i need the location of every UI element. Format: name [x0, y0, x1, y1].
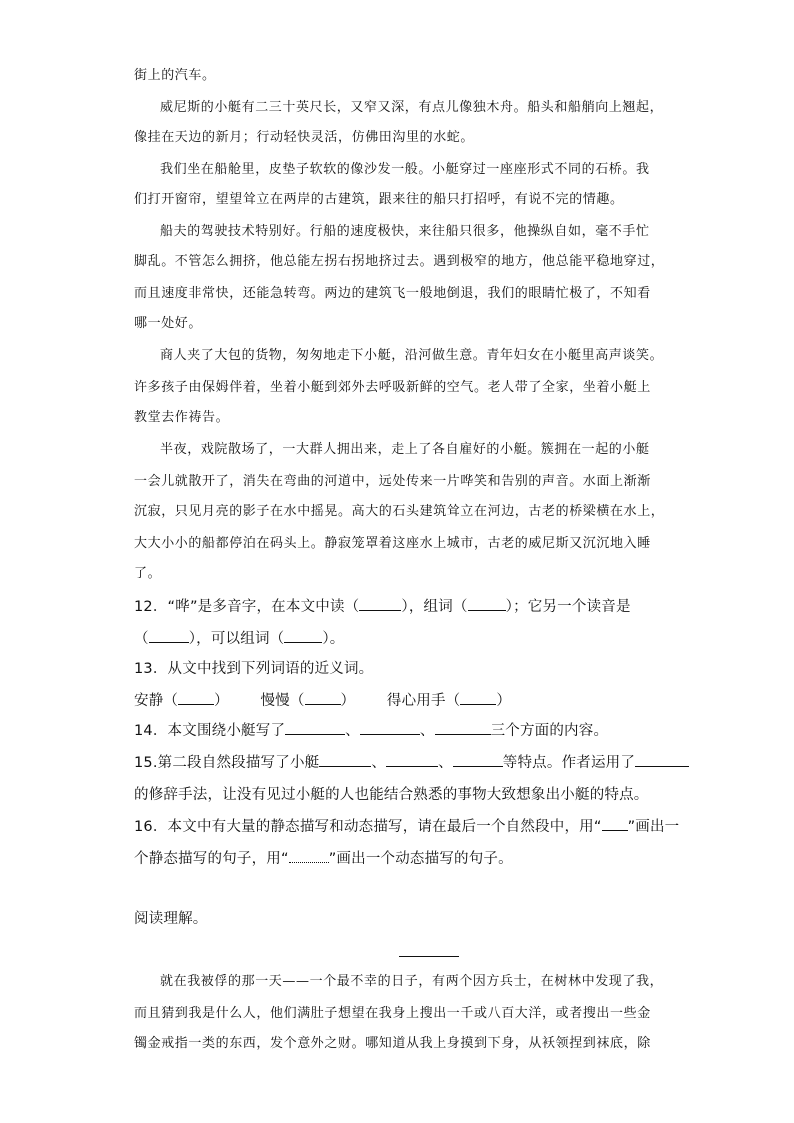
question-text: ）；它另一个读音是 — [505, 599, 631, 615]
question-text: ） — [496, 693, 512, 709]
question-text: ），组词（ — [401, 599, 468, 615]
passage-line: 半夜，戏院散场了，一大群人拥出来，走上了各自雇好的小艇。簇拥在一起的小艇 — [160, 442, 650, 457]
question-16 — [134, 816, 679, 838]
passage-line: 镯金戒指一类的东西，发个意外之财。哪知道从我上身摸到下身，从袄领捏到袜底，除 — [134, 1036, 651, 1051]
passage-line: 大大小小的船都停泊在码头上。静寂笼罩着这座水上城市，古老的威尼斯又沉沉地入睡 — [134, 536, 651, 551]
question-15-cont — [134, 784, 649, 806]
answer-blank[interactable] — [305, 690, 341, 705]
passage-line: 许多孩子由保姆伴着，坐着小艇到郊外去呼吸新鲜的空气。老人带了全家，坐着小艇上 — [134, 380, 651, 395]
question-text: 13．从文中找到下列词语的近义词。 — [134, 661, 374, 677]
passage-line: 我们坐在船舱里，皮垫子软软的像沙发一般。小艇穿过一座座形式不同的石桥。我 — [160, 162, 650, 177]
answer-blank[interactable] — [460, 690, 496, 705]
solid-underline-sample — [602, 816, 628, 831]
question-12-cont — [134, 628, 345, 650]
answer-blank[interactable] — [359, 596, 401, 611]
question-text: 等特点。作者运用了 — [502, 755, 636, 771]
answer-blank[interactable] — [453, 752, 503, 767]
passage-line: 街上的汽车。 — [134, 68, 216, 83]
word-prompt: 慢慢（ — [260, 693, 305, 709]
question-text: 三个方面的内容。 — [490, 723, 609, 739]
passage-line: 而且速度非常快，还能急转弯。两边的建筑飞一般地倒退，我们的眼睛忙极了，不知看 — [134, 286, 651, 301]
answer-blank[interactable] — [319, 752, 371, 767]
question-text: 、 — [419, 723, 435, 739]
passage-line: 就在我被俘的那一天——一个最不幸的日子，有两个因方兵士，在树林中发现了我， — [160, 974, 664, 989]
word-prompt: 安静（ — [134, 693, 179, 709]
question-text: 16．本文中有大量的静态描写和动态描写，请在最后一个自然段中，用“ — [134, 819, 602, 835]
section-heading-text: 阅读理解。 — [134, 911, 208, 927]
question-text: ）。 — [322, 631, 345, 647]
passage-line: 脚乱。不管怎么拥挤，他总能左拐右拐地挤过去。遇到极窄的地方，他总能平稳地穿过， — [134, 254, 665, 269]
question-text: 的修辞手法，让没有见过小艇的人也能结合熟悉的事物大致想象出小艇的特点。 — [134, 787, 649, 803]
passage-line: 了。 — [134, 566, 162, 581]
question-15 — [134, 752, 689, 774]
question-14 — [134, 720, 608, 742]
wavy-underline-sample — [289, 848, 329, 863]
question-13-words — [134, 690, 511, 712]
question-text: ） — [340, 693, 356, 709]
question-text: 个静态描写的句子，用“ — [134, 851, 289, 867]
question-text: ），可以组词（ — [188, 631, 285, 647]
question-text: 、 — [345, 723, 360, 739]
question-text: 14．本文围绕小艇写了 — [134, 723, 286, 739]
answer-blank[interactable] — [149, 628, 189, 643]
passage-line: 哪一处好。 — [134, 316, 203, 331]
section-heading — [134, 908, 208, 930]
passage-line: 商人夹了大包的货物，匆匆地走下小艇，沿河做生意。青年妇女在小艇里高声谈笑。 — [160, 348, 664, 363]
passage-line: 威尼斯的小艇有二三十英尺长，又窄又深，有点儿像独木舟。船头和船艄向上翘起， — [160, 100, 664, 115]
word-prompt: 得心用手（ — [386, 693, 461, 709]
passage-line: 而且猜到我是什么人，他们满肚子想望在我身上搜出一千或八百大洋，或者搜出一些金 — [134, 1006, 651, 1021]
answer-blank[interactable] — [284, 628, 322, 643]
answer-blank[interactable] — [468, 596, 506, 611]
passage-line: 们打开窗帘，望望耸立在两岸的古建筑，跟来往的船只打招呼，有说不完的情趣。 — [134, 192, 624, 207]
passage-line: 一会儿就散开了，消失在弯曲的河道中，远处传来一片哗笑和告别的声音。水面上渐渐 — [134, 474, 651, 489]
answer-blank[interactable] — [360, 720, 420, 735]
question-text: （ — [134, 631, 149, 647]
question-text: 、 — [371, 755, 387, 771]
passage-line: 教堂去作祷告。 — [134, 410, 230, 425]
question-text: ） — [214, 693, 229, 709]
passage-line: 像挂在天边的新月；行动轻快灵活，仿佛田沟里的水蛇。 — [134, 130, 475, 145]
question-text: 15.第二段自然段描写了小艇 — [134, 755, 320, 771]
title-blank-line — [399, 956, 459, 957]
answer-blank[interactable] — [386, 752, 438, 767]
question-text: 、 — [438, 755, 453, 771]
question-text: 12．“哗”是多音字，在本文中读（ — [134, 599, 360, 615]
question-text: ”画出一个动态描写的句子。 — [328, 851, 513, 867]
question-16-cont — [134, 848, 513, 870]
question-text: ”画出一 — [627, 819, 680, 835]
passage-line: 船夫的驾驶技术特别好。行船的速度极快，来往船只很多，他操纵自如，毫不手忙 — [160, 224, 650, 239]
answer-blank[interactable] — [285, 720, 345, 735]
answer-blank[interactable] — [635, 752, 689, 767]
passage-line: 沉寂，只见月亮的影子在水中摇晃。高大的石头建筑耸立在河边，古老的桥梁横在水上， — [134, 504, 665, 519]
question-12 — [134, 596, 631, 618]
answer-blank[interactable] — [178, 690, 214, 705]
answer-blank[interactable] — [435, 720, 491, 735]
question-13 — [134, 658, 373, 680]
